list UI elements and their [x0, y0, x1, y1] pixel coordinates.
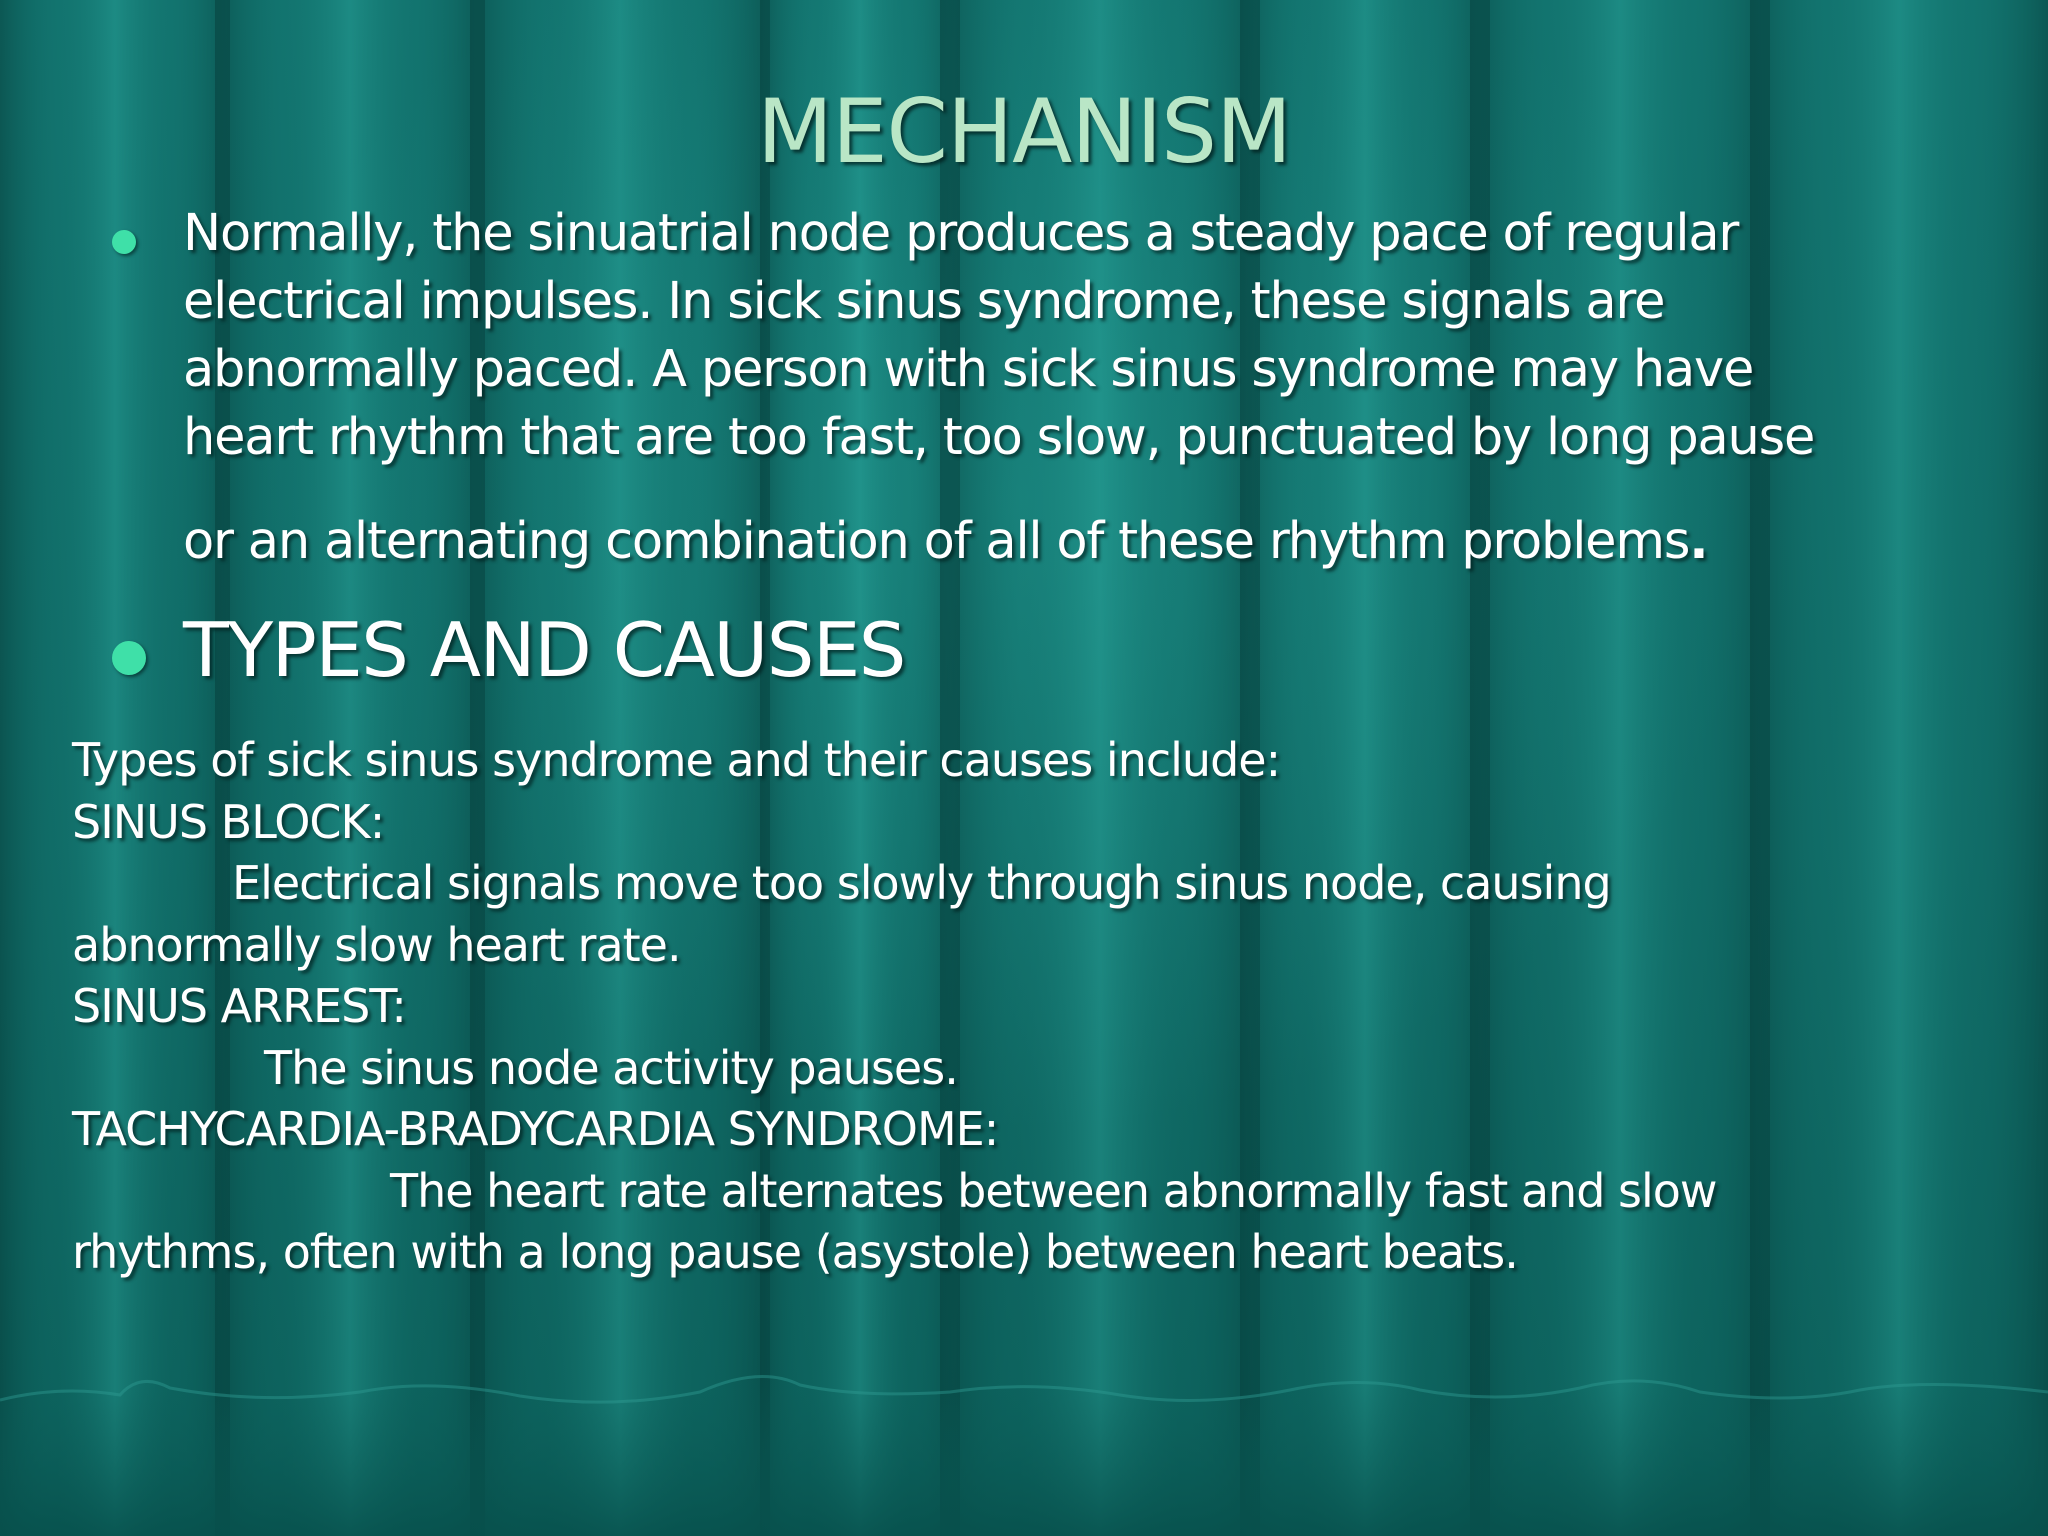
- bullet-line: electrical impulses. In sick sinus syndrome, these signals are: [183, 272, 1665, 331]
- bullet-line: heart rhythm that are too fast, too slow, punctuated by long pause: [183, 408, 1815, 467]
- bullet-dot-icon: [112, 641, 146, 675]
- body-intro: Types of sick sinus syndrome and their causes include:: [72, 733, 1281, 787]
- section-line: rhythms, often with a long pause (asystole) between heart beats.: [72, 1225, 1518, 1279]
- section-line: abnormally slow heart rate.: [72, 917, 681, 972]
- section-heading-sinus-arrest: SINUS ARREST:: [72, 979, 406, 1033]
- bullet-line: Normally, the sinuatrial node produces a steady pace of regular: [183, 204, 1739, 263]
- section-heading-tachy-brady: TACHYCARDIA-BRADYCARDIA SYNDROME:: [72, 1102, 999, 1156]
- bullet-line-text: or an alternating combination of all of these rhythm problems: [183, 512, 1690, 571]
- section-line: Electrical signals move too slowly through sinus node, causing: [232, 856, 1611, 910]
- bullet-line: [183, 508, 1814, 576]
- section-line: The heart rate alternates between abnormally fast and slow: [390, 1163, 1717, 1218]
- section-heading-sinus-block: SINUS BLOCK:: [72, 794, 385, 849]
- curtain-hem: [0, 1376, 2048, 1536]
- bullet-line-end-mark: .: [1689, 512, 1708, 571]
- bullet-text: [183, 200, 1814, 576]
- types-and-causes-body: [72, 730, 1717, 1284]
- slide-title: MECHANISM: [757, 80, 1291, 183]
- bullet-dot-icon: [112, 230, 136, 254]
- bullet-line: abnormally paced. A person with sick sinus syndrome may have: [183, 340, 1754, 399]
- bullet-heading: TYPES AND CAUSES: [183, 606, 905, 694]
- section-line: The sinus node activity pauses.: [264, 1040, 958, 1095]
